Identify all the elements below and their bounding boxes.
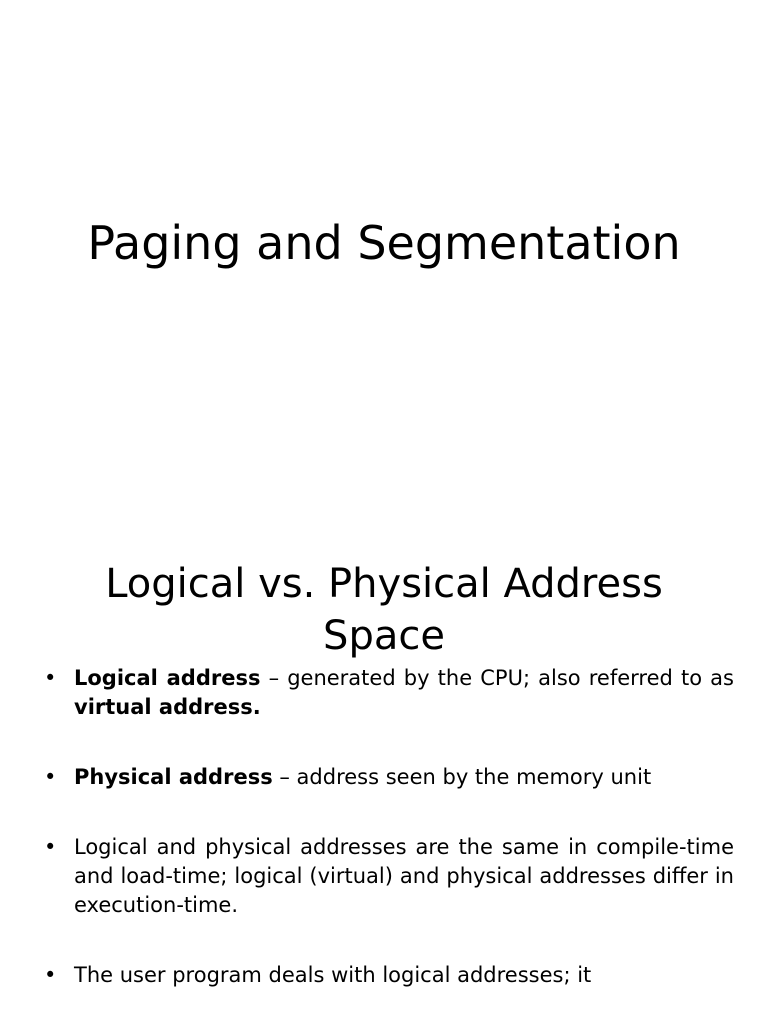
bullet-term: Logical address xyxy=(74,666,261,690)
bullet-term: Physical address xyxy=(74,765,273,789)
bullet-text xyxy=(74,833,734,920)
slide-title: Paging and Segmentation xyxy=(87,216,681,270)
bullet-icon: • xyxy=(44,666,57,690)
bullet-text xyxy=(74,664,734,722)
bullet-description: – generated by the CPU; also referred to as xyxy=(260,666,734,690)
bullet-physical-address xyxy=(0,763,768,792)
bullet-logical-address xyxy=(0,664,768,722)
bullet-address-binding xyxy=(0,833,768,920)
bullet-text xyxy=(74,961,734,990)
bullet-description: Logical and physical addresses are the same in compile-time and load-time; logical (virtual) and physical addresses differ in execution-time. xyxy=(74,835,734,917)
bullet-list xyxy=(0,664,768,1024)
bullet-icon: • xyxy=(44,963,57,987)
slide-2 xyxy=(0,560,768,1024)
bullet-description: The user program deals with logical addresses; it xyxy=(74,963,592,987)
bullet-icon: • xyxy=(44,835,57,859)
bullet-term-secondary: virtual address. xyxy=(74,695,261,719)
bullet-description: – address seen by the memory unit xyxy=(272,765,652,789)
bullet-text xyxy=(74,763,734,792)
slide-title: Logical vs. Physical Address Space xyxy=(105,561,663,659)
bullet-user-program xyxy=(0,961,768,990)
bullet-icon: • xyxy=(44,765,57,789)
